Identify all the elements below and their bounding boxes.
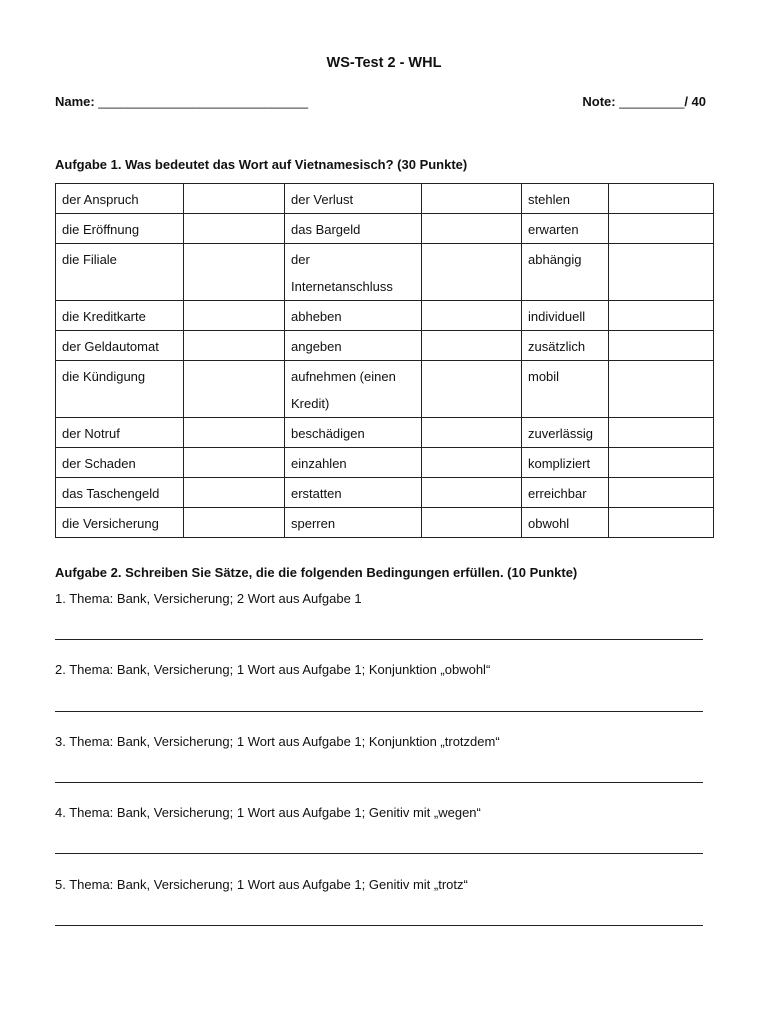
answer-cell [609, 418, 714, 448]
task1-heading: Aufgabe 1. Was bedeutet das Wort auf Vietnamesisch? (30 Punkte) [55, 157, 468, 172]
vocab-word: abheben [285, 301, 422, 331]
note-field [582, 94, 706, 109]
answer-cell [609, 508, 714, 538]
table-row [56, 301, 714, 331]
vocab-word: die Versicherung [56, 508, 184, 538]
answer-cell [184, 214, 285, 244]
answer-cell [184, 244, 285, 301]
name-label: Name: [55, 94, 95, 109]
answer-cell [422, 184, 522, 214]
name-field [55, 94, 308, 109]
answer-cell [184, 448, 285, 478]
answer-cell [184, 478, 285, 508]
answer-cell [184, 301, 285, 331]
vocab-word: die Eröffnung [56, 214, 184, 244]
table-row [56, 361, 714, 418]
vocab-word: das Bargeld [285, 214, 422, 244]
vocab-word: die Kündigung [56, 361, 184, 418]
note-total: / 40 [684, 94, 706, 109]
vocab-word: sperren [285, 508, 422, 538]
table-row [56, 478, 714, 508]
answer-cell [609, 301, 714, 331]
vocab-word: stehlen [522, 184, 609, 214]
answer-cell [609, 184, 714, 214]
vocab-word: der Notruf [56, 418, 184, 448]
vocab-word: die Filiale [56, 244, 184, 301]
vocab-word: das Taschengeld [56, 478, 184, 508]
vocab-word: einzahlen [285, 448, 422, 478]
table-row [56, 214, 714, 244]
vocab-word: obwohl [522, 508, 609, 538]
vocab-word: der Anspruch [56, 184, 184, 214]
answer-cell [609, 214, 714, 244]
task2-heading: Aufgabe 2. Schreiben Sie Sätze, die die folgenden Bedingungen erfüllen. (10 Punkte) [55, 565, 578, 580]
task2-item-1: 1. Thema: Bank, Versicherung; 2 Wort aus Aufgabe 1 [55, 591, 362, 606]
task2-item-5: 5. Thema: Bank, Versicherung; 1 Wort aus Aufgabe 1; Genitiv mit „trotz“ [55, 877, 468, 892]
vocab-word: aufnehmen (einen Kredit) [285, 361, 422, 418]
vocab-word: kompliziert [522, 448, 609, 478]
vocab-word: der Schaden [56, 448, 184, 478]
table-row [56, 331, 714, 361]
answer-cell [422, 361, 522, 418]
answer-cell [609, 244, 714, 301]
answer-cell [184, 508, 285, 538]
vocab-word: beschädigen [285, 418, 422, 448]
table-row [56, 448, 714, 478]
note-label: Note: [582, 94, 616, 109]
task2-item-4: 4. Thema: Bank, Versicherung; 1 Wort aus Aufgabe 1; Genitiv mit „wegen“ [55, 805, 481, 820]
answer-cell [609, 331, 714, 361]
answer-line-1 [55, 639, 703, 640]
table-row [56, 244, 714, 301]
note-blank: _________ [619, 94, 685, 109]
answer-line-3 [55, 782, 703, 783]
answer-cell [184, 184, 285, 214]
vocab-word: abhängig [522, 244, 609, 301]
table-row [56, 508, 714, 538]
answer-cell [422, 244, 522, 301]
vocab-word: erreichbar [522, 478, 609, 508]
vocab-table [55, 183, 714, 538]
vocab-word: der Internetanschluss [285, 244, 422, 301]
answer-line-2 [55, 711, 703, 712]
vocab-word: angeben [285, 331, 422, 361]
task2-item-2: 2. Thema: Bank, Versicherung; 1 Wort aus Aufgabe 1; Konjunktion „obwohl“ [55, 662, 491, 677]
answer-cell [609, 361, 714, 418]
vocab-word: zusätzlich [522, 331, 609, 361]
answer-cell [422, 448, 522, 478]
answer-line-4 [55, 853, 703, 854]
vocab-word: individuell [522, 301, 609, 331]
vocab-word: die Kreditkarte [56, 301, 184, 331]
vocab-word: mobil [522, 361, 609, 418]
vocab-word: der Verlust [285, 184, 422, 214]
answer-cell [422, 478, 522, 508]
answer-cell [422, 331, 522, 361]
answer-cell [422, 418, 522, 448]
answer-cell [422, 214, 522, 244]
answer-cell [609, 478, 714, 508]
answer-cell [184, 361, 285, 418]
answer-line-5 [55, 925, 703, 926]
page-title: WS-Test 2 - WHL [326, 55, 442, 71]
vocab-word: der Geldautomat [56, 331, 184, 361]
name-blank: _____________________________ [98, 94, 309, 109]
answer-cell [184, 331, 285, 361]
answer-cell [422, 301, 522, 331]
table-row [56, 418, 714, 448]
vocab-word: erwarten [522, 214, 609, 244]
answer-cell [609, 448, 714, 478]
answer-cell [422, 508, 522, 538]
vocab-word: zuverlässig [522, 418, 609, 448]
table-row [56, 184, 714, 214]
task2-item-3: 3. Thema: Bank, Versicherung; 1 Wort aus Aufgabe 1; Konjunktion „trotzdem“ [55, 734, 500, 749]
answer-cell [184, 418, 285, 448]
vocab-word: erstatten [285, 478, 422, 508]
